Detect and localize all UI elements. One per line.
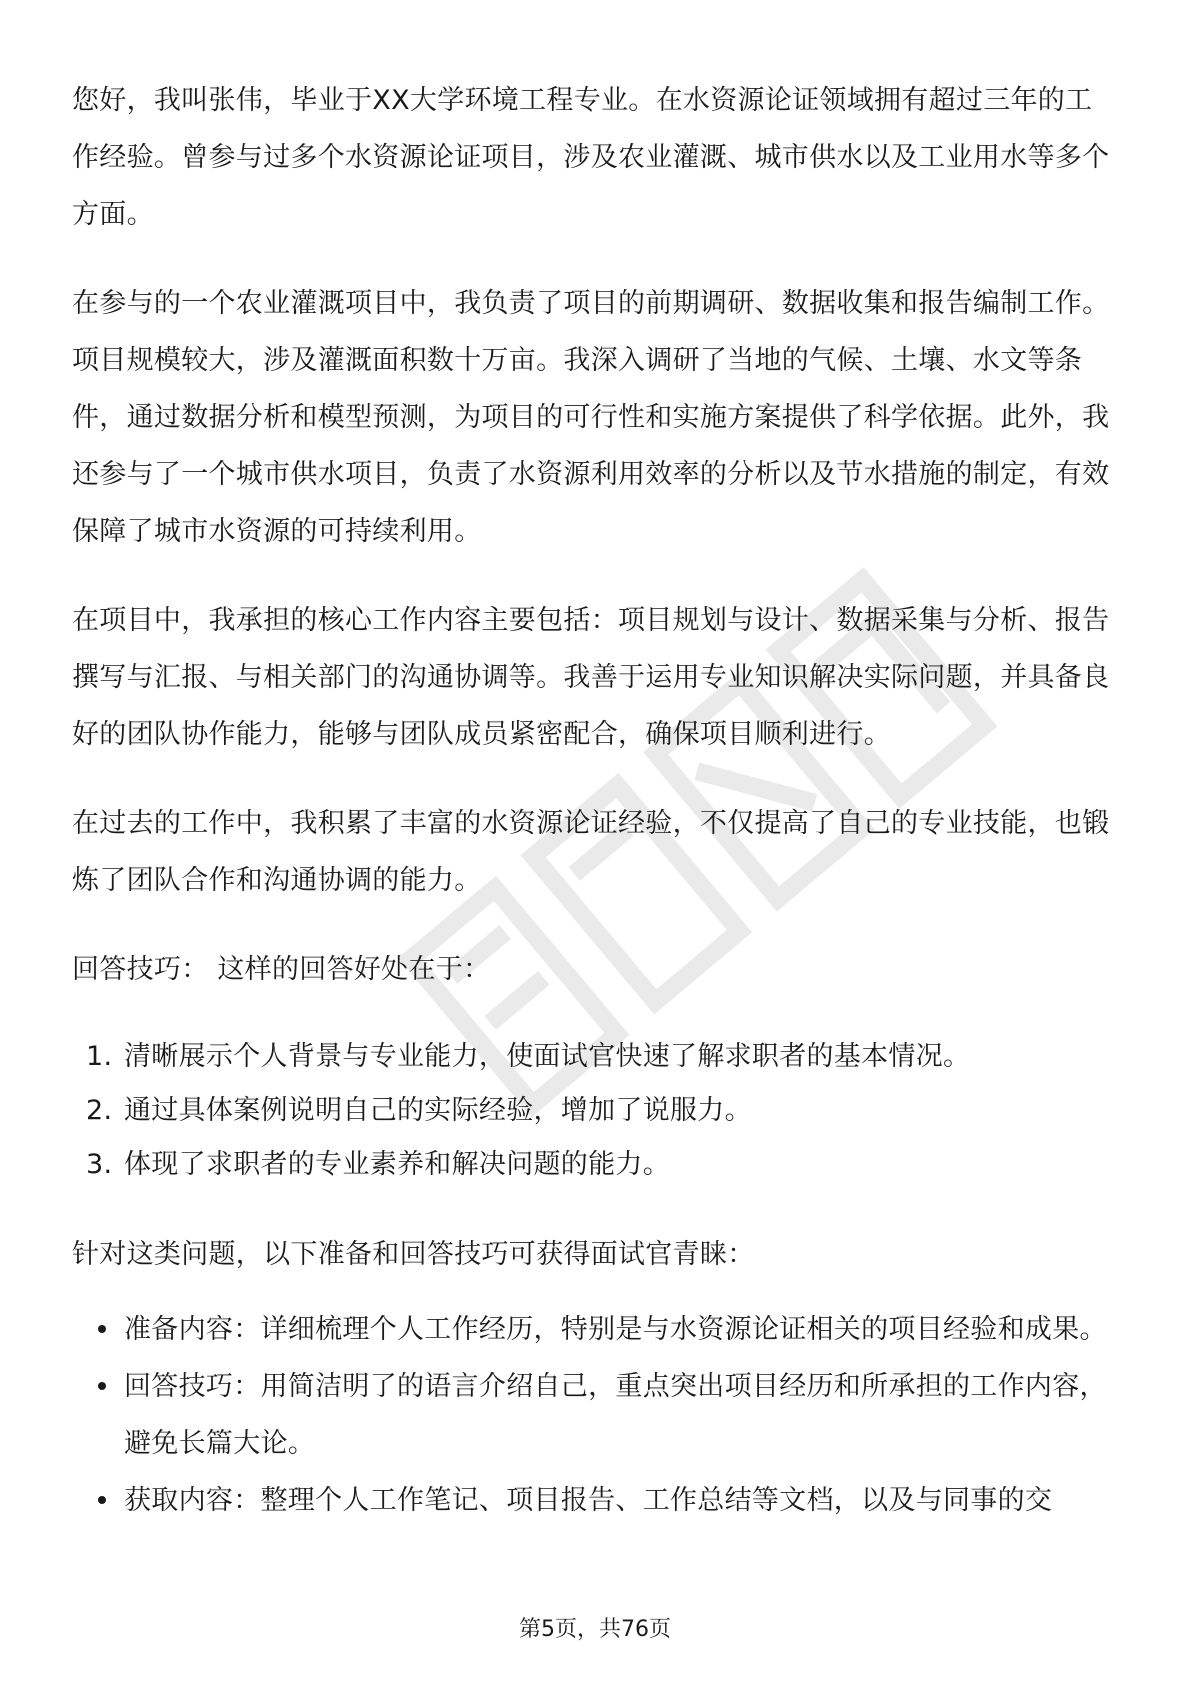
list-number: 2. <box>86 1095 113 1126</box>
list-item <box>72 1030 1118 1084</box>
list-item <box>72 1358 1118 1472</box>
list-number: 3. <box>86 1149 113 1180</box>
intro-paragraph: 您好，我叫张伟，毕业于XX大学环境工程专业。在水资源论证领域拥有超过三年的工作经验。曾参与过多个水资源论证项目，涉及农业灌溉、城市供水以及工业用水等多个方面。 <box>72 85 1110 230</box>
list-item <box>72 1084 1118 1138</box>
project-experience-paragraph: 在参与的一个农业灌溉项目中，我负责了项目的前期调研、数据收集和报告编制工作。项目规模较大，涉及灌溉面积数十万亩。我深入调研了当地的气候、土壤、水文等条件，通过数据分析和模型预测，为项目的可行性和实施方案提供了科学依据。此外，我还参与了一个城市供水项目，负责了水资源利用效率的分析以及节水措施的制定，有效保障了城市水资源的可持续利用。 <box>72 288 1110 547</box>
list-item-text: 体现了求职者的专业素养和解决问题的能力。 <box>124 1149 670 1180</box>
bullet-icon <box>98 1325 106 1333</box>
list-item-text: 通过具体案例说明自己的实际经验，增加了说服力。 <box>124 1095 752 1126</box>
list-item-text: 清晰展示个人背景与专业能力，使面试官快速了解求职者的基本情况。 <box>124 1041 971 1072</box>
list-item <box>72 1472 1118 1529</box>
list-number: 1. <box>86 1041 113 1072</box>
list-item-text: 回答技巧：用简洁明了的语言介绍自己，重点突出项目经历和所承担的工作内容，避免长篇大论。 <box>124 1371 1107 1459</box>
answer-tips-heading: 回答技巧： 这样的回答好处在于： <box>72 954 491 985</box>
tips-bullet-list <box>72 1301 1118 1529</box>
core-work-paragraph: 在项目中，我承担的核心工作内容主要包括：项目规划与设计、数据采集与分析、报告撰写与汇报、与相关部门的沟通协调等。我善于运用专业知识解决实际问题，并具备良好的团队协作能力，能够与团队成员紧密配合，确保项目顺利进行。 <box>72 605 1110 750</box>
benefits-list <box>72 1030 1118 1192</box>
bullet-icon <box>98 1496 106 1504</box>
list-item <box>72 1301 1118 1358</box>
list-item-text: 准备内容：详细梳理个人工作经历，特别是与水资源论证相关的项目经验和成果。 <box>124 1314 1107 1345</box>
document-body <box>72 72 1118 1529</box>
preparation-heading: 针对这类问题，以下准备和回答技巧可获得面试官青睐： <box>72 1239 755 1270</box>
list-item <box>72 1138 1118 1192</box>
summary-paragraph: 在过去的工作中，我积累了丰富的水资源论证经验，不仅提高了自己的专业技能，也锻炼了团队合作和沟通协调的能力。 <box>72 808 1110 896</box>
list-item-text: 获取内容：整理个人工作笔记、项目报告、工作总结等文档，以及与同事的交 <box>124 1485 1053 1516</box>
page-number-footer: 第5页，共76页 <box>519 1617 671 1642</box>
bullet-icon <box>98 1382 106 1390</box>
